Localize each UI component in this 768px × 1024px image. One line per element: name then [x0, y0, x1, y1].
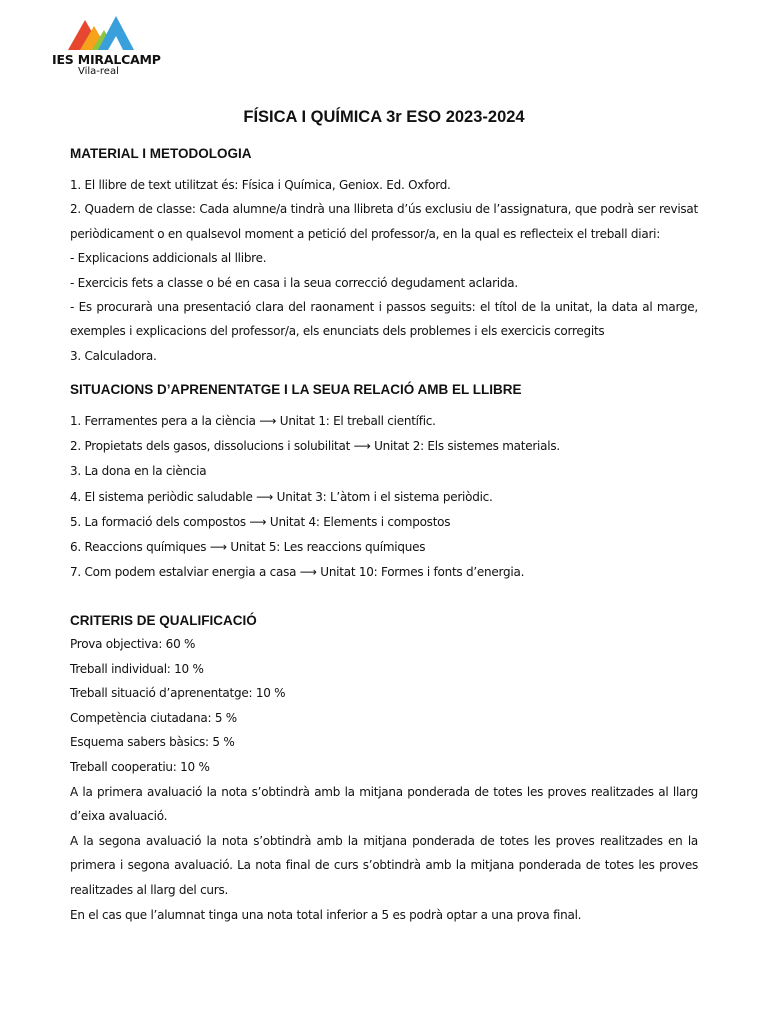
school-name: IES MIRALCAMP	[52, 52, 161, 67]
criteria-item: Treball situació d’aprenentatge: 10 %	[70, 686, 286, 701]
paragraph: - Explicacions addicionals al llibre.	[70, 251, 267, 266]
list-item: 1. Ferramentes pera a la ciència ⟶ Unitat 1: El treball científic.	[70, 414, 436, 428]
school-logo	[52, 14, 162, 77]
list-item: 5. La formació dels compostos ⟶ Unitat 4: Elements i compostos	[70, 514, 451, 529]
criteris-content	[70, 632, 698, 927]
list-item: 6. Reaccions químiques ⟶ Unitat 5: Les reaccions químiques	[70, 540, 426, 555]
paragraph: 1. El llibre de text utilitzat és: Física i Química, Geniox. Ed. Oxford.	[70, 178, 451, 192]
situacions-list	[70, 409, 698, 585]
section-heading-material: MATERIAL I METODOLOGIA	[70, 146, 252, 161]
section-heading-situacions: SITUACIONS D’APRENENTATGE I LA SEUA RELACIÓ AMB EL LLIBRE	[70, 382, 522, 397]
paragraph: En el cas que l’alumnat tinga una nota total inferior a 5 es podrà optar a una prova final.	[70, 907, 582, 922]
material-paragraphs	[70, 173, 698, 368]
paragraph: 2. Quadern de classe: Cada alumne/a tindrà una llibreta d’ús exclusiu de l’assignatura, que podrà ser revisat periòdicament o en qualsevol moment a petició del professor/a, en la qual es reflecteix el treball diari:	[70, 202, 698, 241]
criteria-item: Competència ciutadana: 5 %	[70, 710, 237, 725]
section-criteris	[70, 612, 698, 630]
school-town: Vila-real	[78, 66, 119, 77]
section-situacions	[70, 381, 698, 399]
criteria-item: Treball cooperatiu: 10 %	[70, 759, 210, 774]
paragraph: A la segona avaluació la nota s’obtindrà amb la mitjana ponderada de totes les proves realitzades en la primera i segona avaluació. La nota final de curs s’obtindrà amb la mitjana ponderada de totes les proves realitzades al llarg del curs.	[70, 833, 698, 897]
criteria-item: Treball individual: 10 %	[70, 661, 204, 676]
section-material	[70, 145, 698, 163]
list-item: 3. La dona en la ciència	[70, 464, 207, 479]
list-item: 7. Com podem estalviar energia a casa ⟶ Unitat 10: Formes i fonts d’energia.	[70, 565, 525, 580]
paragraph: - Exercicis fets a classe o bé en casa i la seua correcció degudament aclarida.	[70, 275, 518, 290]
paragraph: A la primera avaluació la nota s’obtindrà amb la mitjana ponderada de totes les proves realitzades al llarg d’eixa avaluació.	[70, 784, 698, 824]
list-item: 4. El sistema periòdic saludable ⟶ Unitat 3: L’àtom i el sistema periòdic.	[70, 489, 493, 504]
page-title: FÍSICA I QUÍMICA 3r ESO 2023-2024	[243, 108, 525, 126]
list-item: 2. Propietats dels gasos, dissolucions i solubilitat ⟶ Unitat 2: Els sistemes materials.	[70, 439, 560, 454]
section-heading-criteris: CRITERIS DE QUALIFICACIÓ	[70, 613, 257, 628]
mountains-logo-icon	[68, 14, 134, 50]
paragraph: - Es procurarà una presentació clara del raonament i passos seguits: el títol de la unitat, la data al marge, exemples i explicacions del professor/a, els enunciats dels problemes i els exercicis corregits	[70, 300, 698, 339]
paragraph: 3. Calculadora.	[70, 348, 157, 363]
criteria-item: Esquema sabers bàsics: 5 %	[70, 735, 235, 750]
criteria-item: Prova objectiva: 60 %	[70, 637, 196, 651]
